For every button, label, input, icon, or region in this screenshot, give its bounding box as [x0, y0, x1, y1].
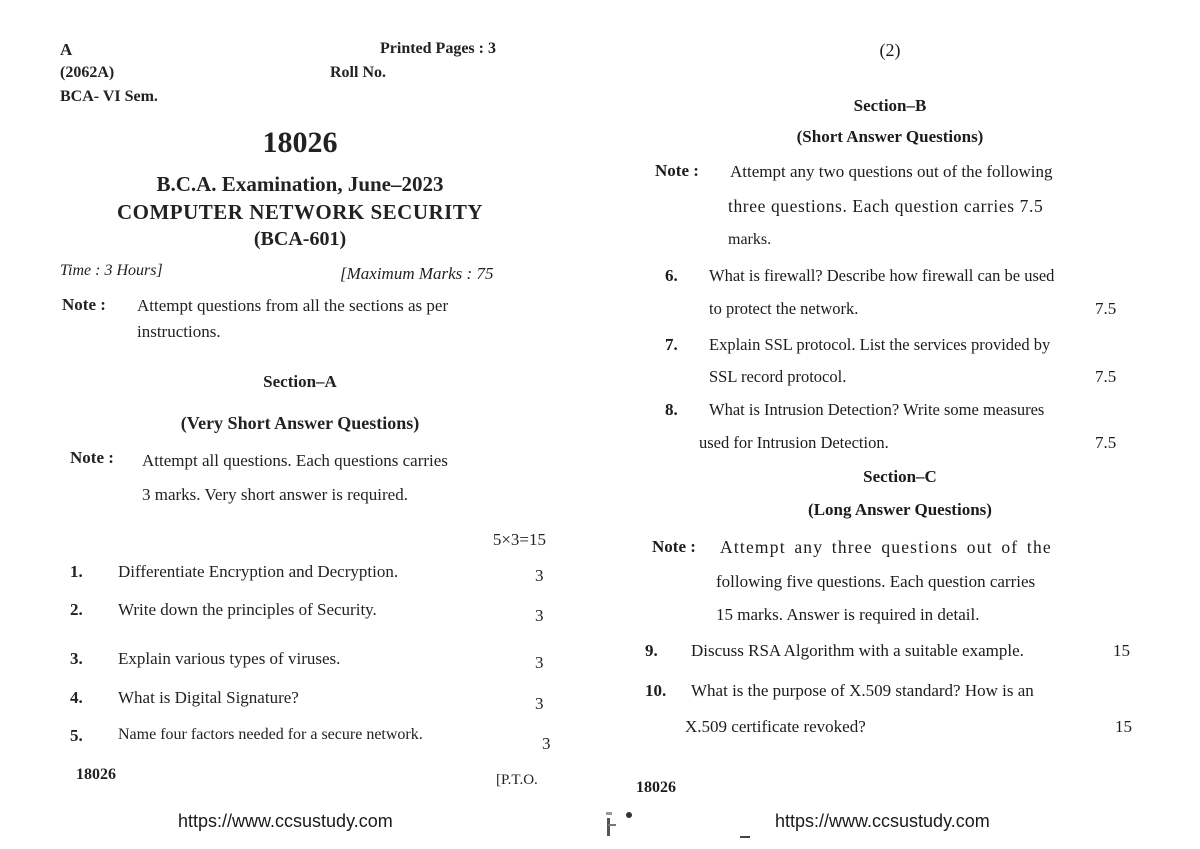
question-line-2: used for Intrusion Detection.	[699, 433, 889, 452]
scan-mark-icon	[606, 810, 618, 836]
question-line-2: SSL record protocol.	[709, 367, 847, 386]
question-marks: 7.5	[1095, 367, 1117, 386]
max-marks: [Maximum Marks : 75	[340, 264, 494, 283]
question-6	[665, 266, 1135, 326]
section-a-title: Section–A	[263, 372, 337, 391]
section-a-note-line-2: 3 marks. Very short answer is required.	[142, 485, 408, 504]
section-b-note-line-3: marks.	[728, 231, 772, 248]
section-c-note-line-2: following five questions. Each question carries	[716, 572, 1036, 591]
question-number: 6.	[665, 266, 678, 285]
section-b-title: Section–B	[853, 96, 927, 115]
question-number: 10.	[645, 681, 667, 700]
question-number: 3.	[70, 649, 83, 668]
question-text: Explain various types of viruses.	[118, 649, 341, 668]
question-text: Write down the principles of Security.	[118, 600, 377, 619]
printed-pages: Printed Pages : 3	[380, 40, 496, 57]
footer-pto: [P.T.O.	[496, 772, 538, 788]
source-url-link[interactable]: https://www.ccsustudy.com	[178, 811, 393, 831]
question-marks: 3	[535, 566, 544, 585]
question-8	[665, 400, 1135, 460]
footer-code: 18026	[636, 779, 676, 796]
exam-code: 18026	[262, 126, 338, 159]
question-marks: 15	[1113, 641, 1130, 660]
section-a-marks-formula: 5×3=15	[492, 530, 546, 549]
question-number: 9.	[645, 641, 658, 660]
question-marks: 3	[542, 734, 551, 753]
question-9	[645, 641, 1135, 671]
course-label: BCA- VI Sem.	[60, 88, 158, 105]
scan-dash-icon	[740, 836, 750, 838]
section-b-note-line-2: three questions. Each question carries 7.5	[728, 196, 1044, 216]
section-c-subtitle: (Long Answer Questions)	[808, 500, 992, 519]
section-a-subtitle: (Very Short Answer Questions)	[180, 413, 420, 433]
section-a-note-label: Note :	[70, 448, 114, 467]
question-text: Name four factors needed for a secure network.	[118, 726, 423, 743]
question-line-1: What is the purpose of X.509 standard? How is an	[691, 681, 1034, 700]
question-marks: 3	[535, 694, 544, 713]
question-marks: 3	[535, 606, 544, 625]
roll-no: Roll No.	[330, 64, 386, 81]
question-number: 7.	[665, 335, 678, 354]
section-c-note-label: Note :	[652, 537, 696, 556]
question-marks: 3	[535, 653, 544, 672]
footer-code: 18026	[76, 766, 116, 783]
question-text: What is Digital Signature?	[118, 688, 299, 707]
section-c-note-line-3: 15 marks. Answer is required in detail.	[716, 605, 980, 624]
question-line-2: to protect the network.	[709, 299, 859, 318]
section-c-note-line-1: Attempt any three questions out of the	[720, 537, 1052, 557]
question-line-1: Explain SSL protocol. List the services provided by	[709, 335, 1051, 354]
section-a-note-line-1: Attempt all questions. Each questions carries	[142, 451, 448, 470]
question-number: 8.	[665, 400, 678, 419]
question-line-1: Discuss RSA Algorithm with a suitable example.	[691, 641, 1024, 660]
section-b-note-label: Note :	[655, 161, 699, 180]
question-marks: 7.5	[1095, 433, 1117, 452]
general-note-line-2: instructions.	[137, 322, 221, 341]
general-note-line-1: Attempt questions from all the sections as per	[137, 296, 449, 315]
source-url-link[interactable]: https://www.ccsustudy.com	[775, 811, 990, 831]
question-number: 5.	[70, 726, 83, 745]
page-number: (2)	[879, 40, 901, 60]
subject-title: COMPUTER NETWORK SECURITY	[116, 200, 484, 224]
question-line-1: What is Intrusion Detection? Write some measures	[709, 400, 1045, 419]
question-text: Differentiate Encryption and Decryption.	[118, 562, 399, 581]
question-line-2: X.509 certificate revoked?	[685, 717, 866, 736]
question-10	[645, 681, 1135, 741]
question-number: 1.	[70, 562, 83, 581]
series-letter: A	[60, 40, 73, 59]
question-number: 2.	[70, 600, 83, 619]
note-label: Note :	[62, 295, 106, 314]
exam-title: B.C.A. Examination, June–2023	[156, 172, 444, 196]
paper-code: (2062A)	[60, 64, 115, 81]
section-b-subtitle: (Short Answer Questions)	[796, 127, 984, 146]
question-number: 4.	[70, 688, 83, 707]
section-c-title: Section–C	[863, 467, 937, 486]
time-allowed: Time : 3 Hours]	[60, 262, 163, 279]
question-line-1: What is firewall? Describe how firewall can be used	[709, 266, 1055, 285]
question-7	[665, 335, 1135, 395]
scan-dot-icon	[626, 812, 632, 818]
subject-code: (BCA-601)	[253, 228, 347, 250]
question-marks: 15	[1115, 717, 1132, 736]
question-marks: 7.5	[1095, 299, 1117, 318]
section-b-note-line-1: Attempt any two questions out of the following	[730, 162, 1053, 181]
